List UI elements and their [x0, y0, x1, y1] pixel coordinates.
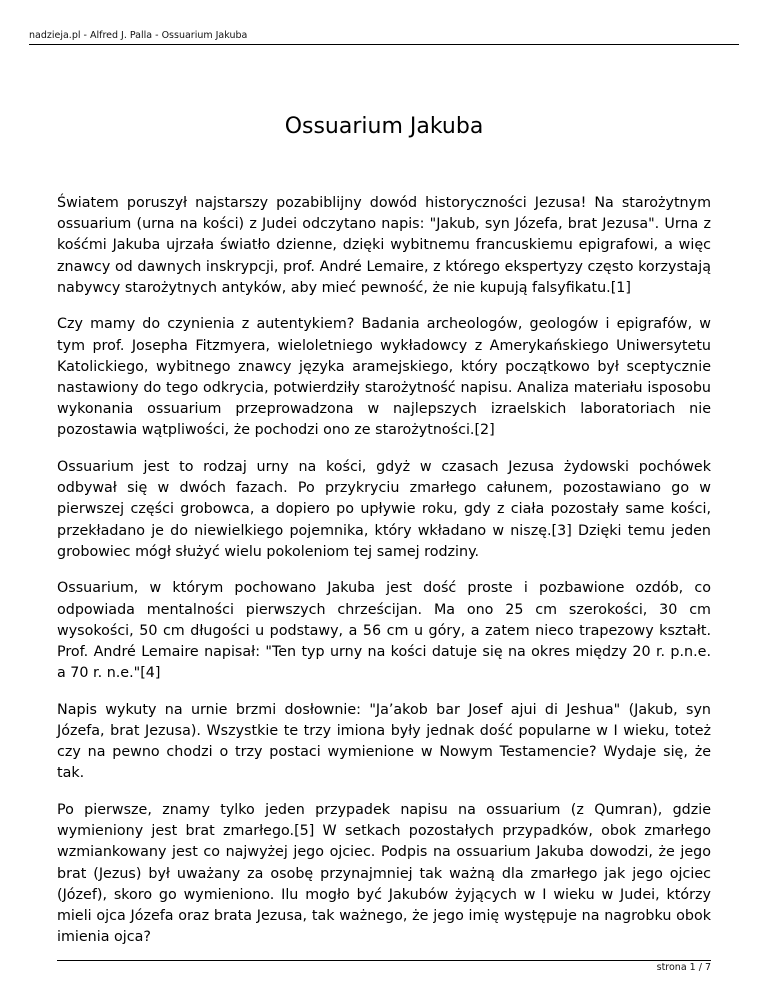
paragraph: Napis wykuty na urnie brzmi dosłownie: "Ja’akob bar Josef ajui di Jeshua" (Jakub, syn Józefa, brat Jezusa). Wszystkie te trzy imiona były jednak dość popularne w I wieku, toteż czy na pewno chodzi o trzy postaci wymienione w Nowym Testamencie? Wydaje się, że tak.	[57, 701, 711, 782]
header-divider	[29, 44, 739, 45]
page-header	[29, 30, 247, 42]
article-body	[57, 193, 711, 964]
page-title: Ossuarium Jakuba	[284, 114, 484, 139]
paragraph: Po pierwsze, znamy tylko jeden przypadek napisu na ossuarium (z Qumran), gdzie wymieniony jest brat zmarłego.[5] W setkach pozostałych przypadków, obok zmarłego wzmiankowany jest co najwyżej jego ojciec. Podpis na ossuarium Jakuba dowodzi, że jego brat (Jezus) był uważany za osobę przynajmniej tak ważną dla zmarłego jak jego ojciec (Józef), skoro go wymieniono. Ilu mogło być Jakubów żyjących w I wieku w Judei, którzy mieli ojca Józefa oraz brata Jezusa, tak ważnego, że jego imię występuje na nagrobku obok imienia ojca?	[57, 802, 711, 946]
paragraph: Czy mamy do czynienia z autentykiem? Badania archeologów, geologów i epigrafów, w tym prof. Josepha Fitzmyera, wieloletniego wykładowcy z Amerykańskiego Uniwersytetu Katolickiego, wybitnego znawcy języka aramejskiego, który początkowo był sceptycznie nastawiony do tego odkrycia, potwierdziły starożytność napisu. Analiza materiału isposobu wykonania ossuarium przeprowadzona w najlepszych izraelskich laboratoriach nie pozostawia wątpliwości, że pochodzi ono ze starożytności.[2]	[57, 316, 711, 439]
paragraph: Światem poruszył najstarszy pozabiblijny dowód historyczności Jezusa! Na starożytnym ossuarium (urna na kości) z Judei odczytano napis: "Jakub, syn Józefa, brat Jezusa". Urna z kośćmi Jakuba ujrzała światło dzienne, dzięki wybitnemu francuskiemu epigrafowi, a więc znawcy od dawnych inskrypcji, prof. André Lemaire, z którego ekspertyzy często korzystają nabywcy starożytnych antyków, aby mieć pewność, że nie kupują falsyfikatu.[1]	[57, 195, 711, 296]
footer-divider	[57, 960, 711, 961]
header-text: nadzieja.pl - Alfred J. Palla - Ossuarium Jakuba	[29, 30, 248, 41]
paragraph: Ossuarium jest to rodzaj urny na kości, gdyż w czasach Jezusa żydowski pochówek odbywał się w dwóch fazach. Po przykryciu zmarłego całunem, pozostawiano go w pierwszej części grobowca, a dopiero po upływie roku, gdy z ciała pozostały same kości, przekładano je do niewielkiego pojemnika, który wkładano w niszę.[3] Dzięki temu jeden grobowiec mógł służyć wielu pokoleniom tej samej rodziny.	[57, 459, 711, 560]
page-number: strona 1 / 7	[656, 962, 711, 973]
paragraph: Ossuarium, w którym pochowano Jakuba jest dość proste i pozbawione ozdób, co odpowiada mentalności pierwszych chrześcijan. Ma ono 25 cm szerokości, 30 cm wysokości, 50 cm długości u podstawy, a 56 cm u góry, a zatem nieco trapezowy kształt. Prof. André Lemaire napisał: "Ten typ urny na kości datuje się na okres między 20 r. p.n.e. a 70 r. n.e."[4]	[57, 580, 711, 682]
